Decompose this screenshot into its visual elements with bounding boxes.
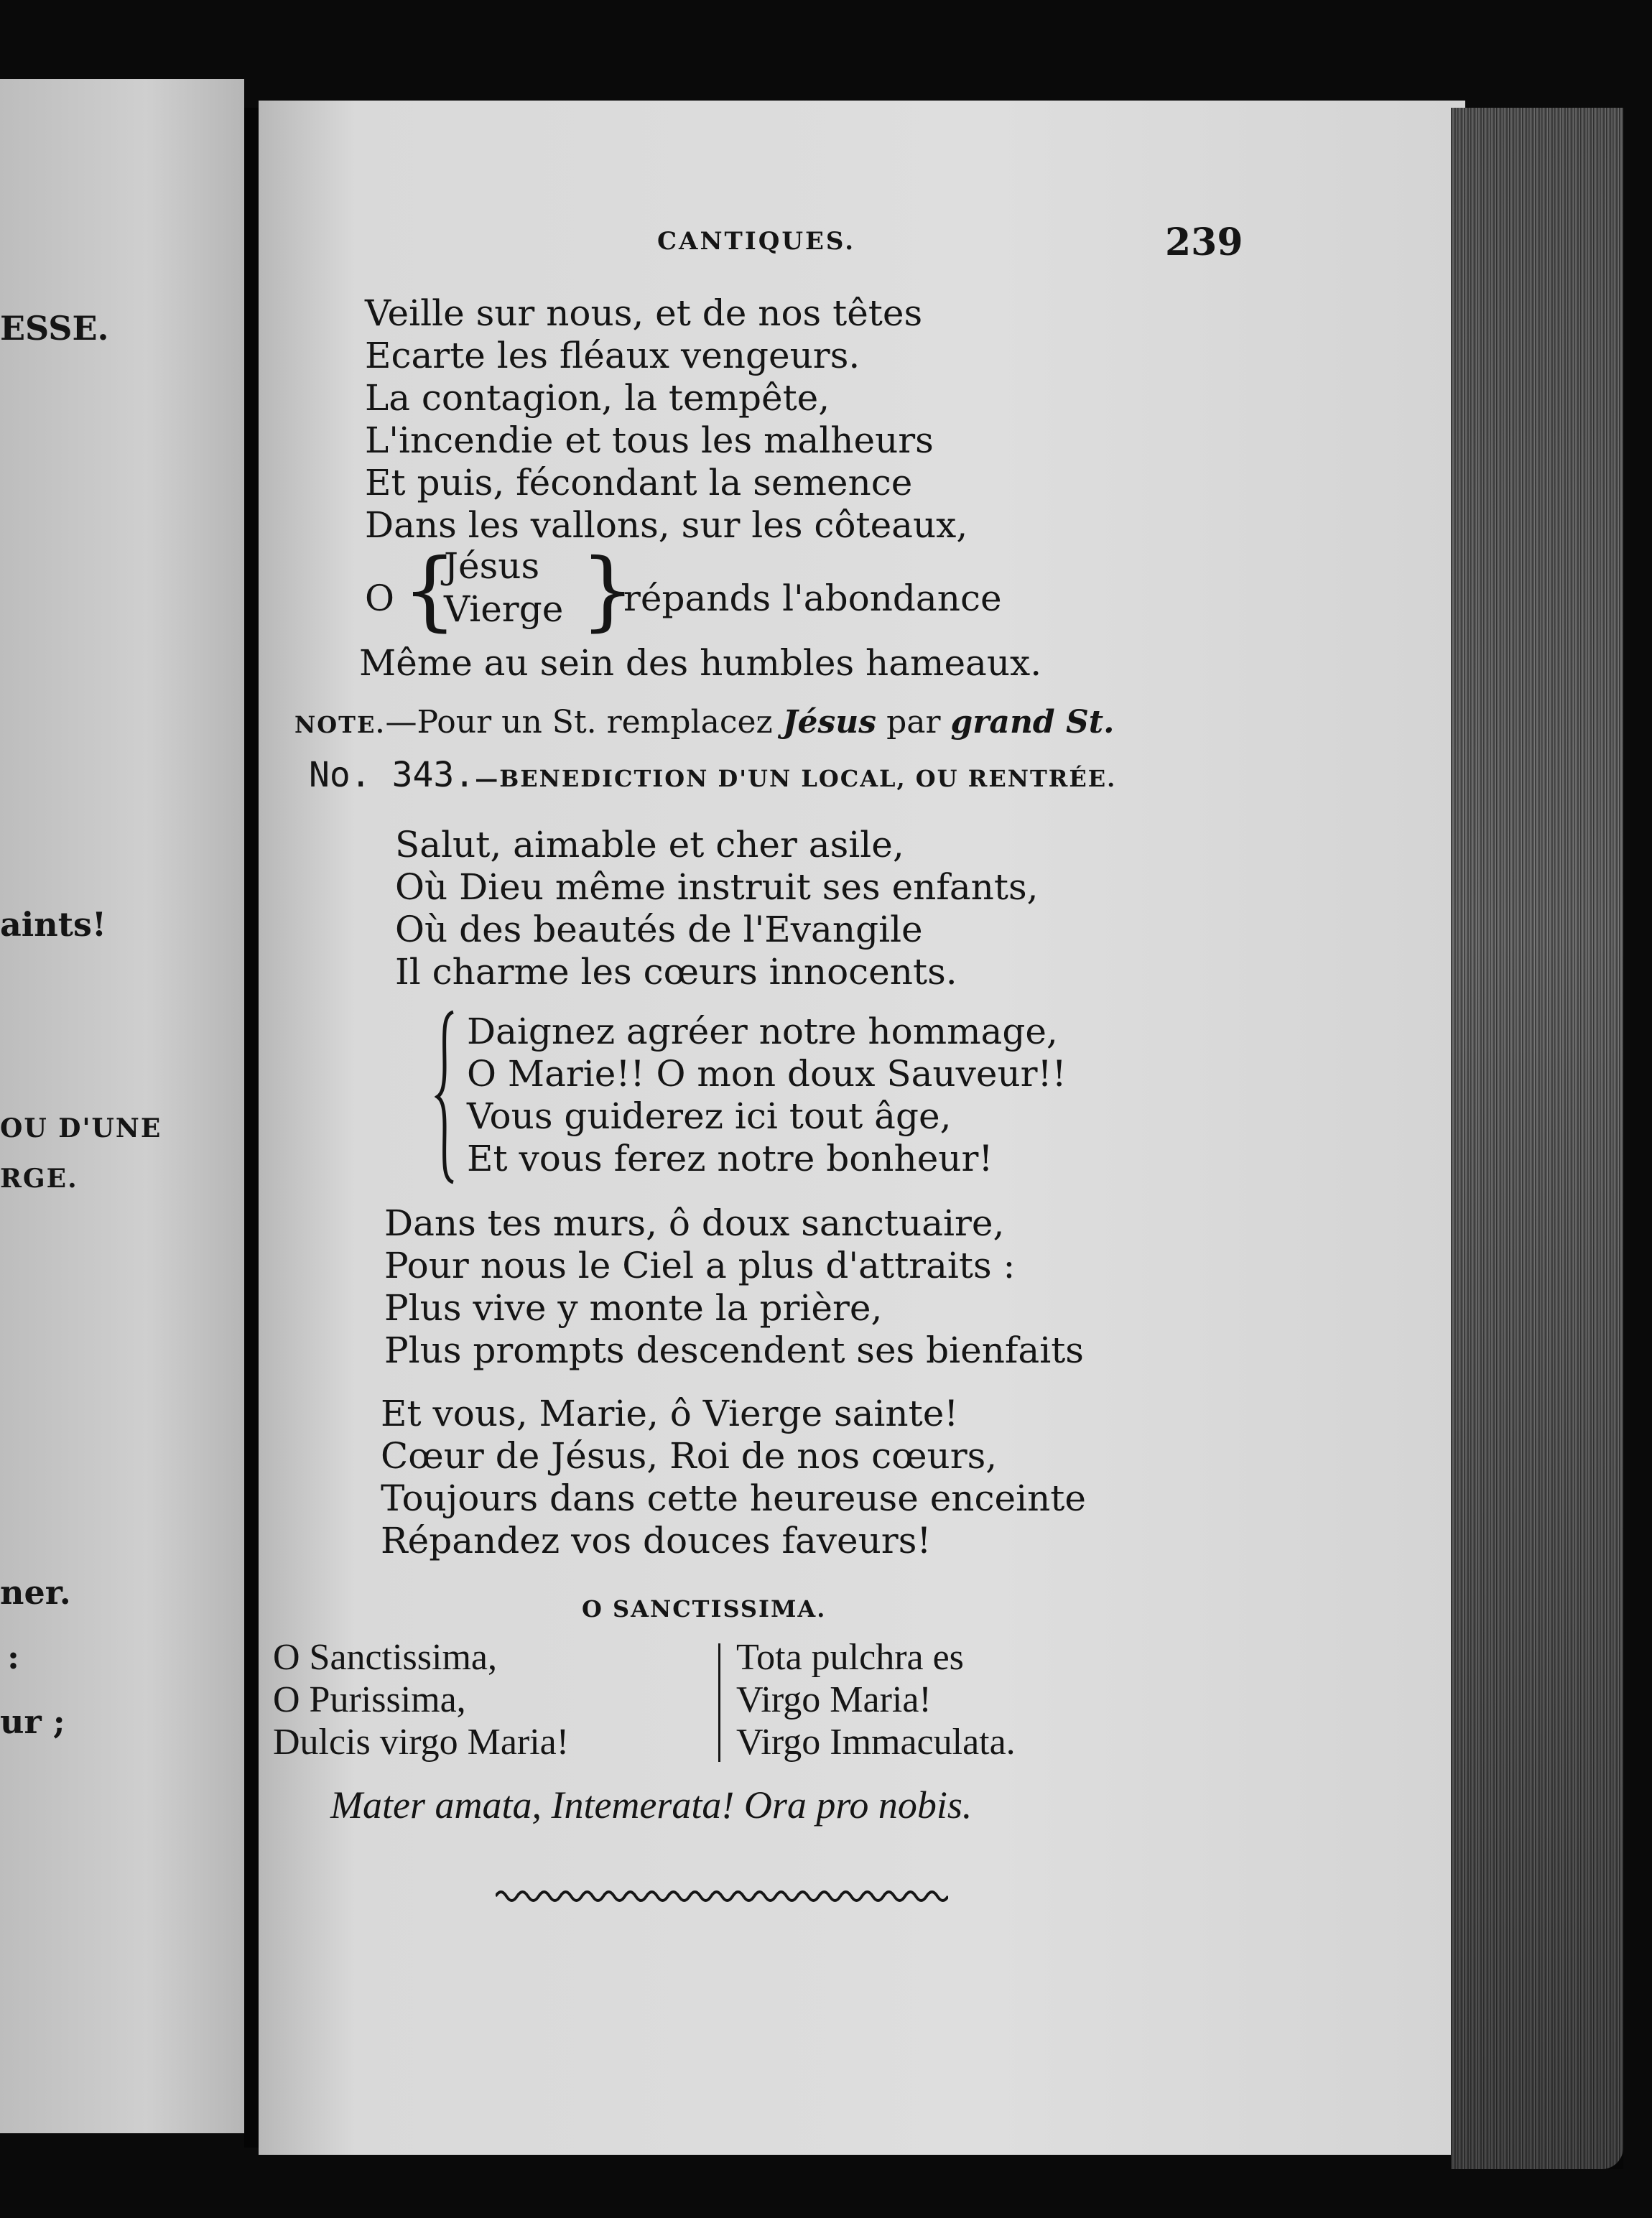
book-page (259, 101, 1465, 2155)
column-divider (718, 1643, 720, 1762)
verse-line: Salut, aimable et cher asile, (395, 824, 904, 866)
wavy-rule-ornament (496, 1885, 948, 1907)
hymn-heading (309, 754, 1116, 799)
refrain-line: Daignez agréer notre hommage, (467, 1011, 1058, 1052)
refrain-line: Et vous ferez notre bonheur! (467, 1138, 993, 1179)
verse-line: Où des beautés de l'Evangile (395, 909, 923, 950)
page-edges-shade (1451, 108, 1623, 2169)
verse-line: Et puis, fécondant la semence (365, 462, 913, 504)
verse-line: Veille sur nous, et de nos têtes (365, 292, 923, 334)
latin-line: Tota pulchra es (736, 1637, 964, 1678)
brace-prefix: O (365, 577, 394, 619)
verse-line: Cœur de Jésus, Roi de nos cœurs, (381, 1435, 998, 1477)
page-number: 239 (1165, 221, 1243, 264)
verse-line: Ecarte les fléaux vengeurs. (365, 335, 860, 376)
left-fragment: ner. (0, 1573, 71, 1612)
open-brace-icon: { (402, 541, 458, 641)
close-brace-icon: } (580, 541, 636, 641)
latin-line: Virgo Maria! (736, 1679, 932, 1720)
verse-line: La contagion, la tempête, (365, 377, 830, 419)
note-italic-grand: grand St. (950, 704, 1115, 741)
brace-top-word: Jésus (444, 545, 540, 587)
section-title: O SANCTISSIMA. (582, 1595, 827, 1623)
hymn-number: No. 343. (309, 755, 475, 795)
running-header: CANTIQUES. (657, 227, 856, 256)
refrain-line: O Marie!! O mon doux Sauveur!! (467, 1053, 1067, 1095)
verse-line: Même au sein des humbles hameaux. (359, 642, 1042, 684)
note-italic-jesus: Jésus (782, 704, 877, 741)
left-fragment: : (7, 1638, 19, 1676)
verse-line: Plus prompts descendent ses bienfaits (384, 1330, 1084, 1371)
refrain-line: Vous guiderez ici tout âge, (467, 1095, 952, 1137)
brace-suffix: répands l'abondance (623, 577, 1002, 619)
latin-line: O Sanctissima, (273, 1637, 497, 1678)
left-fragment: ESSE. (0, 309, 109, 348)
verse-line: L'incendie et tous les malheurs (365, 419, 934, 461)
verse-line: Toujours dans cette heureuse enceinte (381, 1477, 1086, 1519)
left-fragment: ur ; (0, 1702, 65, 1741)
left-facing-page (0, 79, 244, 2133)
left-fragment: RGE. (0, 1164, 78, 1194)
note (294, 702, 1114, 745)
hymn-title: —BENEDICTION D'UN LOCAL, OU RENTRÉE. (475, 765, 1117, 792)
note-label: NOTE. (294, 711, 386, 738)
verse-line: Où Dieu même instruit ses enfants, (395, 866, 1039, 908)
closing-line: Mater amata, Intemerata! Ora pro nobis. (330, 1783, 973, 1827)
verse-line: Dans tes murs, ô doux sanctuaire, (384, 1202, 1005, 1244)
latin-line: Dulcis virgo Maria! (273, 1722, 570, 1763)
refrain-brace-icon (435, 1009, 456, 1185)
verse-line: Pour nous le Ciel a plus d'attraits : (384, 1245, 1016, 1286)
verse-line: Plus vive y monte la prière, (384, 1287, 883, 1329)
verse-line: Il charme les cœurs innocents. (395, 951, 957, 993)
verse-line: Et vous, Marie, ô Vierge sainte! (381, 1393, 959, 1434)
verse-line: Répandez vos douces faveurs! (381, 1520, 932, 1562)
latin-line: O Purissima, (273, 1679, 466, 1720)
left-fragment: aints! (0, 905, 107, 944)
verse-line: Dans les vallons, sur les côteaux, (365, 504, 968, 546)
brace-bottom-word: Vierge (444, 588, 564, 630)
note-text: —Pour un St. remplacez (385, 704, 783, 741)
latin-line: Virgo Immaculata. (736, 1722, 1016, 1763)
left-fragment: OU D'UNE (0, 1113, 162, 1143)
note-par: par (876, 704, 951, 741)
